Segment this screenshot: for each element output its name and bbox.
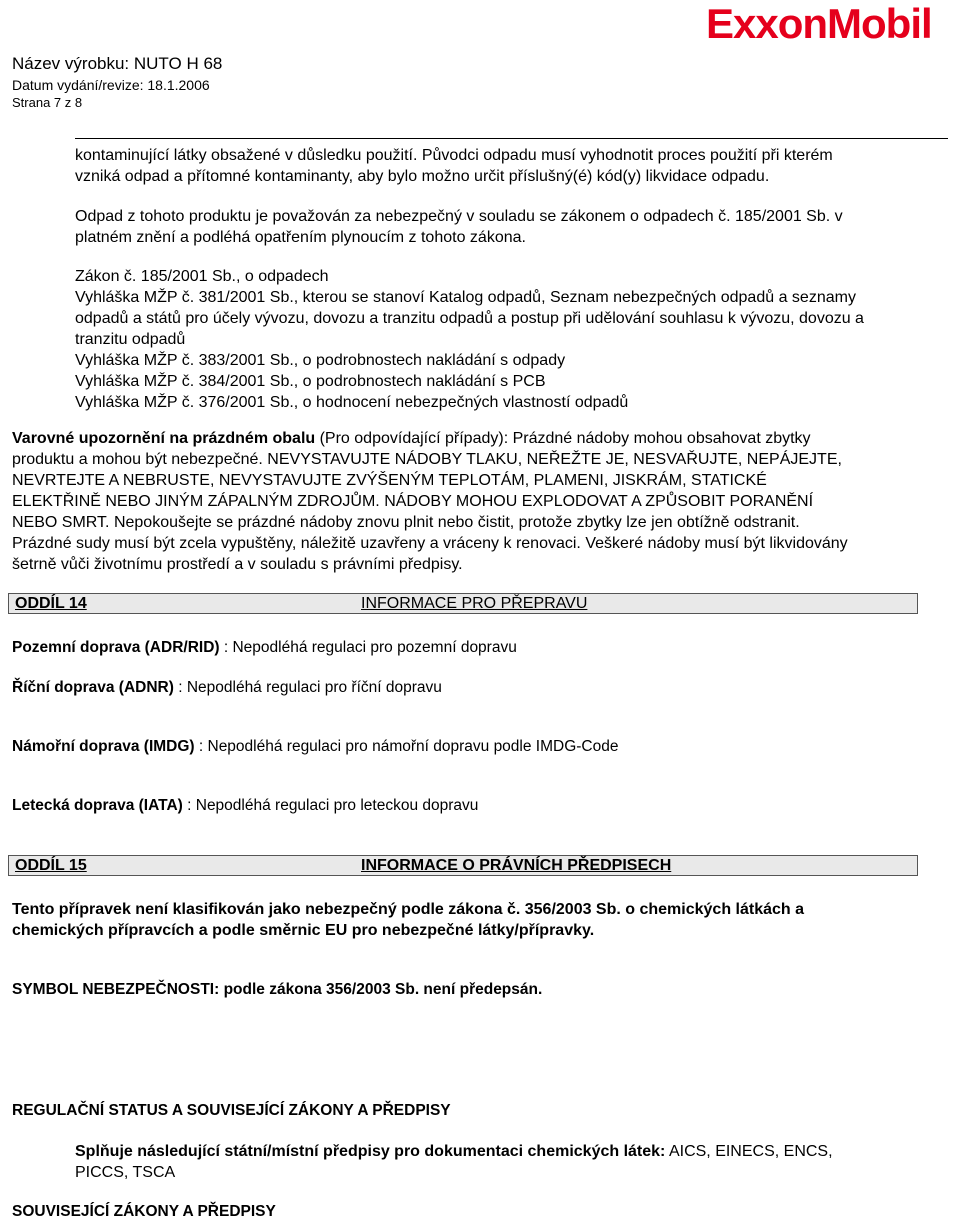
waste-p1-line1: kontaminující látky obsažené v důsledku použití. Původci odpadu musí vyhodnotit proces použití při kterém bbox=[75, 147, 833, 164]
classification-line: Tento přípravek není klasifikován jako nebezpečný podle zákona č. 356/2003 Sb. o chemických látkách a bbox=[12, 901, 805, 918]
warning-text: šetrně vůči životnímu prostředí a v souladu s právními předpisy. bbox=[12, 556, 463, 573]
waste-p2-line1: Odpad z tohoto produktu je považován za nebezpečný v souladu se zákonem o odpadech č. 185/2001 Sb. v bbox=[75, 208, 843, 225]
section-title: INFORMACE PRO PŘEPRAVU bbox=[361, 595, 588, 612]
waste-paragraph-1 bbox=[75, 145, 833, 187]
warning-title: Varovné upozornění na prázdném obalu bbox=[12, 430, 316, 447]
warning-text: produktu a mohou být nebezpečné. NEVYSTAVUJTE NÁDOBY TLAKU, NEŘEŽTE JE, NESVAŘUJTE, NEPÁJEJTE, bbox=[12, 451, 842, 468]
road-value: : Nepodléhá regulaci pro pozemní dopravu bbox=[219, 639, 517, 656]
law-item: tranzitu odpadů bbox=[75, 331, 186, 348]
law-item: Vyhláška MŽP č. 381/2001 Sb., kterou se stanoví Katalog odpadů, Seznam nebezpečných odpadů a seznamy bbox=[75, 289, 856, 306]
page-number: Strana 7 z 8 bbox=[12, 95, 83, 110]
waste-p1-line2: vzniká odpad a přítomné kontaminanty, aby bylo možno určit příslušný(é) kód(y) likvidace odpadu. bbox=[75, 168, 770, 185]
warning-text: NEVRTEJTE A NEBRUSTE, NEVYSTAVUJTE ZVÝŠENÝM TEPLOTÁM, PLAMENI, JISKRÁM, STATICKÉ bbox=[12, 472, 767, 489]
warning-text: ELEKTŘINĚ NEBO JINÝM ZÁPALNÝM ZDROJŮM. NÁDOBY MOHOU EXPLODOVAT A ZPŮSOBIT PORANĚNÍ bbox=[12, 493, 814, 510]
header-divider bbox=[75, 138, 948, 139]
inventory-label: Splňuje následující státní/místní předpisy pro dokumentaci chemických látek: bbox=[75, 1143, 666, 1160]
air-label: Letecká doprava (IATA) bbox=[12, 797, 183, 814]
sea-value: : Nepodléhá regulaci pro námořní dopravu podle IMDG-Code bbox=[194, 738, 619, 755]
classification-line: chemických přípravcích a podle směrnic EU pro nebezpečné látky/přípravky. bbox=[12, 922, 595, 939]
law-item: Vyhláška MŽP č. 384/2001 Sb., o podrobnostech nakládání s PCB bbox=[75, 373, 546, 390]
issue-date: Datum vydání/revize: 18.1.2006 bbox=[12, 77, 210, 93]
waste-paragraph-2 bbox=[75, 206, 843, 248]
warning-text: (Pro odpovídající případy): Prázdné nádoby mohou obsahovat zbytky bbox=[315, 430, 811, 447]
section-title: INFORMACE O PRÁVNÍCH PŘEDPISECH bbox=[361, 857, 672, 874]
section-number: ODDÍL 14 bbox=[15, 595, 87, 612]
inventory-value: AICS, EINECS, ENCS, bbox=[665, 1143, 833, 1160]
laws-list bbox=[75, 266, 864, 413]
road-label: Pozemní doprava (ADR/RID) bbox=[12, 639, 220, 656]
exxonmobil-logo: ExxonMobil bbox=[706, 0, 932, 47]
waste-p2-line2: platném znění a podléhá opatřením plynoucím z tohoto zákona. bbox=[75, 229, 526, 246]
section-number: ODDÍL 15 bbox=[15, 857, 87, 874]
section-14-header bbox=[8, 593, 918, 614]
section-15-header bbox=[8, 855, 918, 876]
regulatory-status-heading: REGULAČNÍ STATUS A SOUVISEJÍCÍ ZÁKONY A PŘEDPISY bbox=[12, 1102, 451, 1119]
warning-text: NEBO SMRT. Nepokoušejte se prázdné nádoby znovu plnit nebo čistit, protože zbytky lze jen obtížně odstranit. bbox=[12, 514, 800, 531]
law-item: Vyhláška MŽP č. 383/2001 Sb., o podrobnostech nakládání s odpady bbox=[75, 352, 566, 369]
related-laws-heading: SOUVISEJÍCÍ ZÁKONY A PŘEDPISY bbox=[12, 1203, 276, 1220]
air-value: : Nepodléhá regulaci pro leteckou dopravu bbox=[182, 797, 479, 814]
road-transport bbox=[12, 637, 517, 658]
law-item: Zákon č. 185/2001 Sb., o odpadech bbox=[75, 268, 329, 285]
law-item: Vyhláška MŽP č. 376/2001 Sb., o hodnocení nebezpečných vlastností odpadů bbox=[75, 394, 629, 411]
river-value: : Nepodléhá regulaci pro říční dopravu bbox=[173, 679, 442, 696]
inventory-value: PICCS, TSCA bbox=[75, 1164, 176, 1181]
sea-transport bbox=[12, 736, 618, 757]
product-name: Název výrobku: NUTO H 68 bbox=[12, 54, 223, 73]
river-transport bbox=[12, 677, 442, 698]
sea-label: Námořní doprava (IMDG) bbox=[12, 738, 195, 755]
hazard-symbol: SYMBOL NEBEZPEČNOSTI: podle zákona 356/2003 Sb. není předepsán. bbox=[12, 981, 543, 998]
empty-container-warning bbox=[12, 428, 848, 575]
classification-statement bbox=[12, 899, 804, 941]
law-item: odpadů a států pro účely vývozu, dovozu a tranzitu odpadů a postup při udělování souhlasu k vývozu, dovozu a bbox=[75, 310, 864, 327]
river-label: Říční doprava (ADNR) bbox=[12, 679, 174, 696]
air-transport bbox=[12, 795, 478, 816]
inventory-compliance bbox=[75, 1141, 833, 1183]
warning-text: Prázdné sudy musí být zcela vypuštěny, náležitě uzavřeny a vráceny k renovaci. Veškeré nádoby musí být likvidovány bbox=[12, 535, 848, 552]
